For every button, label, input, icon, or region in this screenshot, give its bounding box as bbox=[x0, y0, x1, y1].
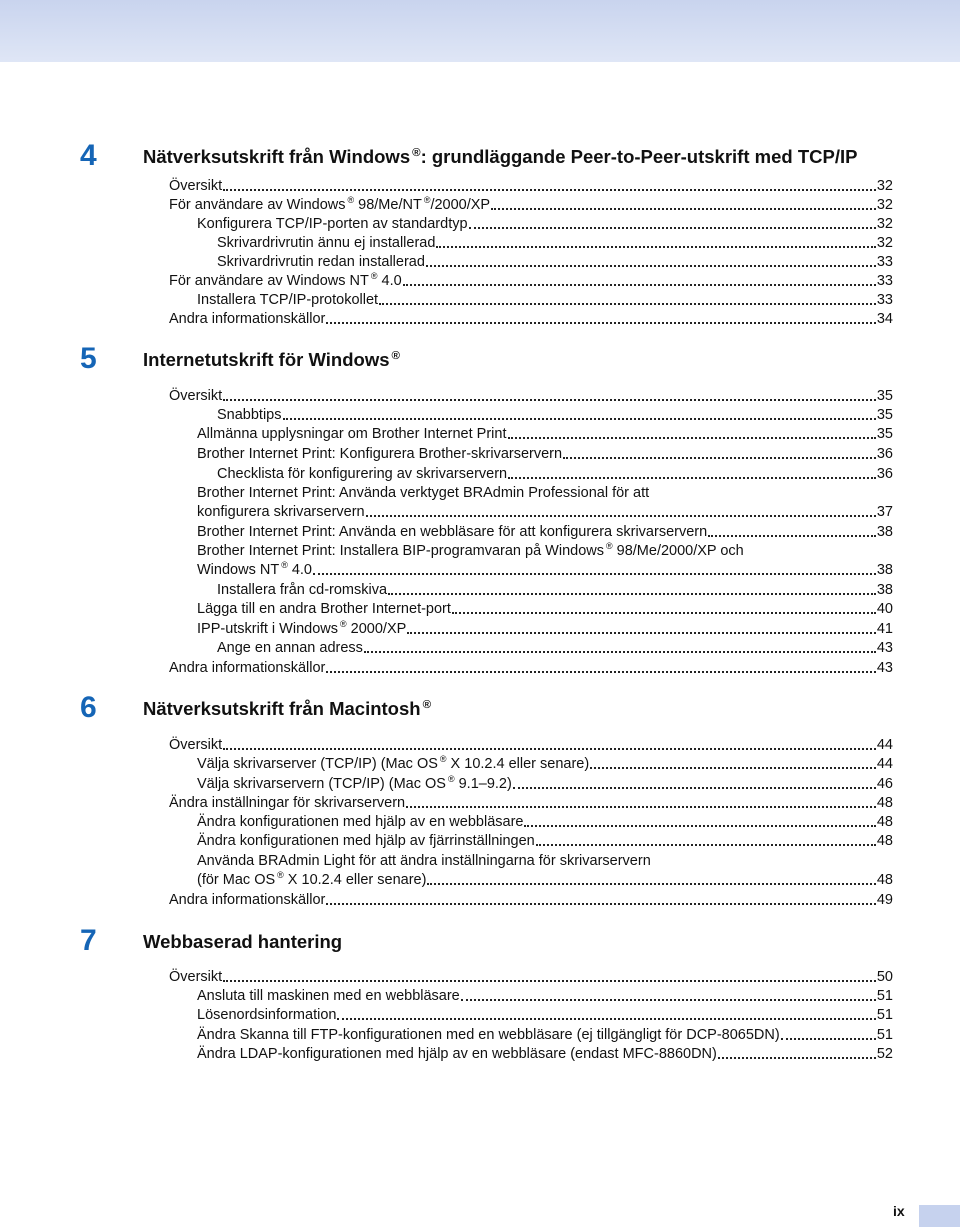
toc-entry[interactable]: Översikt 32 bbox=[169, 177, 893, 194]
toc-entry[interactable]: Välja skrivarserver (TCP/IP) (Mac OS ® X 10.2.4 eller senare) 44 bbox=[197, 753, 893, 772]
toc-entry[interactable]: Översikt 50 bbox=[169, 968, 893, 985]
toc-entry[interactable]: För användare av Windows ® 98/Me/NT ®/2000/XP 32 bbox=[169, 194, 893, 213]
toc-entry[interactable]: För användare av Windows NT ® 4.0 33 bbox=[169, 270, 893, 289]
header-band bbox=[0, 0, 960, 62]
toc-entry[interactable]: Windows NT ® 4.0 38 bbox=[197, 559, 893, 578]
toc-entry[interactable]: Ändra inställningar för skrivarservern 48 bbox=[169, 794, 893, 811]
chapter-title: Nätverksutskrift från Macintosh ® bbox=[143, 698, 432, 719]
page-tab bbox=[919, 1205, 960, 1227]
toc-entry-line[interactable]: Använda BRAdmin Light för att ändra inställningarna för skrivarservern bbox=[197, 853, 651, 869]
toc-entry[interactable]: Lägga till en andra Brother Internet-port 40 bbox=[197, 600, 893, 617]
toc-entry[interactable]: Ändra konfigurationen med hjälp av fjärrinställningen 48 bbox=[197, 832, 893, 849]
toc-entry[interactable]: Ange en annan adress 43 bbox=[217, 639, 893, 656]
toc-entry[interactable]: Andra informationskällor 43 bbox=[169, 659, 893, 676]
toc-entry[interactable]: Brother Internet Print: Konfigurera Brother-skrivarservern 36 bbox=[197, 445, 893, 462]
toc-entry[interactable]: Installera från cd-romskiva 38 bbox=[217, 581, 893, 598]
toc-entry[interactable]: konfigurera skrivarservern 37 bbox=[197, 503, 893, 520]
toc-entry[interactable]: Checklista för konfigurering av skrivarservern 36 bbox=[217, 465, 893, 482]
toc-entry[interactable]: Ändra LDAP-konfigurationen med hjälp av en webbläsare (endast MFC-8860DN) 52 bbox=[197, 1045, 893, 1062]
toc-entry[interactable]: Brother Internet Print: Använda en webbläsare för att konfigurera skrivarservern 38 bbox=[197, 523, 893, 540]
chapter-number: 5 bbox=[80, 342, 97, 375]
page-number: ix bbox=[893, 1203, 905, 1219]
toc-entry[interactable]: Andra informationskällor 49 bbox=[169, 891, 893, 908]
toc-entry[interactable]: Översikt 35 bbox=[169, 387, 893, 404]
chapter-number: 4 bbox=[80, 139, 97, 172]
toc-entry[interactable]: Skrivardrivrutin redan installerad 33 bbox=[217, 253, 893, 270]
toc-entry[interactable]: Välja skrivarservern (TCP/IP) (Mac OS ® 9.1–9.2) 46 bbox=[197, 773, 893, 792]
toc-entry[interactable]: Ändra konfigurationen med hjälp av en webbläsare 48 bbox=[197, 813, 893, 830]
chapter-number: 7 bbox=[80, 924, 97, 957]
toc-entry[interactable]: Allmänna upplysningar om Brother Internet Print 35 bbox=[197, 425, 893, 442]
toc-entry[interactable]: IPP-utskrift i Windows ® 2000/XP 41 bbox=[197, 618, 893, 637]
toc-entry[interactable]: Lösenordsinformation 51 bbox=[197, 1006, 893, 1023]
toc-entry[interactable]: Snabbtips 35 bbox=[217, 406, 893, 423]
toc-entry[interactable]: Ansluta till maskinen med en webbläsare 51 bbox=[197, 987, 893, 1004]
toc-entry[interactable]: Ändra Skanna till FTP-konfigurationen med en webbläsare (ej tillgängligt för DCP-8065DN) 51 bbox=[197, 1026, 893, 1043]
toc-entry[interactable]: Skrivardrivrutin ännu ej installerad 32 bbox=[217, 234, 893, 251]
chapter-title: Webbaserad hantering bbox=[143, 931, 343, 952]
chapter-title: Internetutskrift för Windows ® bbox=[143, 349, 400, 370]
toc-entry[interactable]: Installera TCP/IP-protokollet 33 bbox=[197, 291, 893, 308]
toc-entry[interactable]: Översikt 44 bbox=[169, 736, 893, 753]
toc-entry-line[interactable]: Brother Internet Print: Installera BIP-programvaran på Windows ® 98/Me/2000/XP och bbox=[197, 541, 744, 559]
chapter-title: Nätverksutskrift från Windows ®: grundläggande Peer-to-Peer-utskrift med TCP/IP bbox=[143, 146, 858, 167]
toc-entry[interactable]: (för Mac OS ® X 10.2.4 eller senare) 48 bbox=[197, 869, 893, 888]
toc-entry[interactable]: Konfigurera TCP/IP-porten av standardtyp 32 bbox=[197, 215, 893, 232]
chapter-number: 6 bbox=[80, 691, 97, 724]
toc-entry[interactable]: Andra informationskällor 34 bbox=[169, 310, 893, 327]
toc-entry-line[interactable]: Brother Internet Print: Använda verktyget BRAdmin Professional för att bbox=[197, 485, 650, 501]
